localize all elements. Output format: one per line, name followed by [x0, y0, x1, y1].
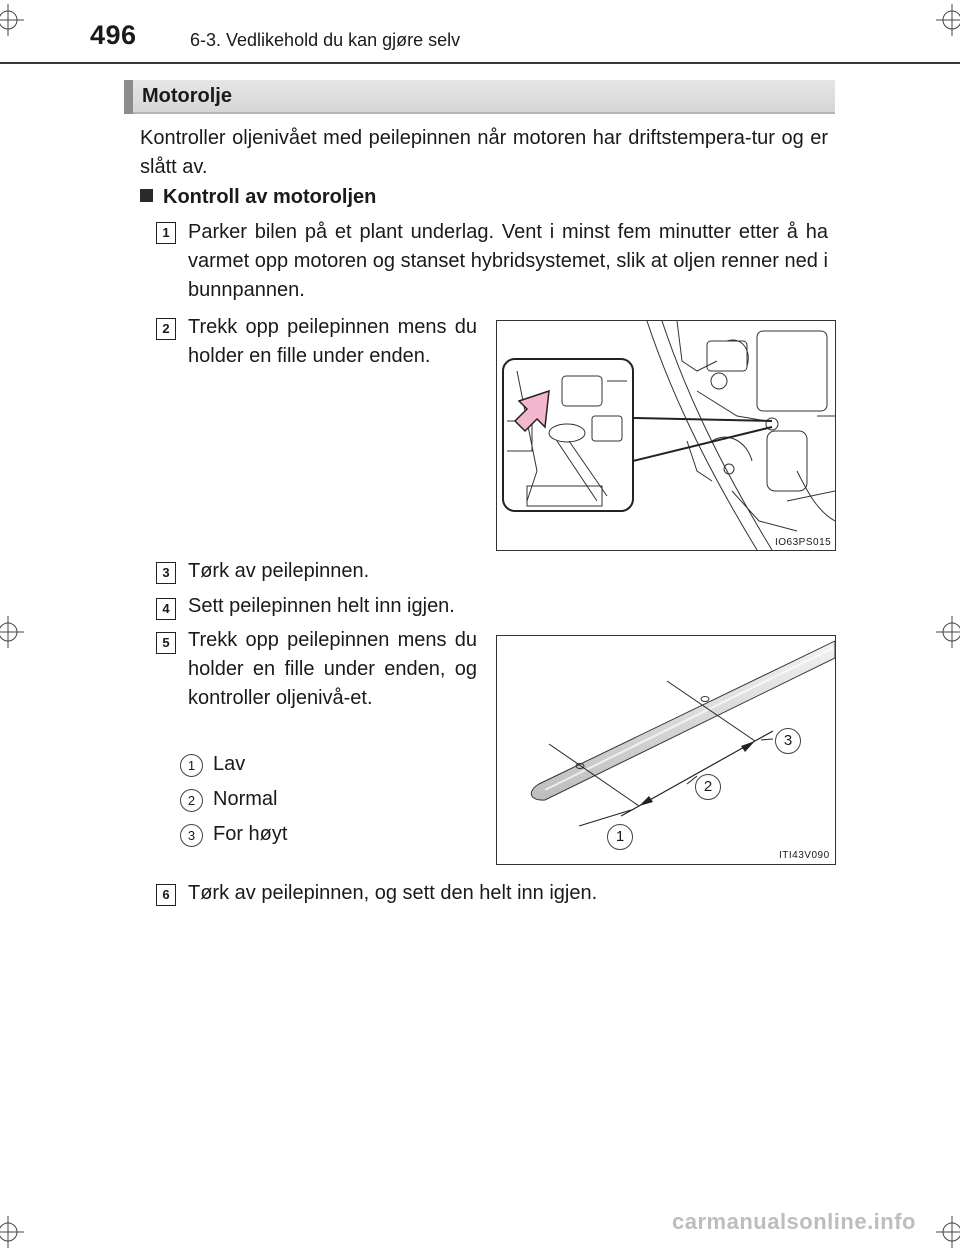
dipstick-levels-figure — [496, 635, 836, 865]
registration-mark-icon — [936, 4, 960, 36]
step-number-box: 6 — [156, 884, 176, 906]
title-accent-bar — [124, 80, 133, 114]
level-number-circle: 1 — [180, 754, 203, 777]
step-number-box: 5 — [156, 632, 176, 654]
engine-bay-illustration — [497, 321, 835, 550]
subheading-text: Kontroll av motoroljen — [163, 186, 377, 208]
level-number-circle: 2 — [180, 789, 203, 812]
step-text: Tørk av peilepinnen, og sett den helt inn igjen. — [188, 882, 598, 904]
registration-mark-icon — [0, 616, 24, 648]
intro-paragraph: Kontroller oljenivået med peilepinnen når motoren har driftstempera-tur og er slått av. — [140, 127, 828, 178]
step-text: Sett peilepinnen helt inn igjen. — [188, 595, 455, 617]
page-number: 496 — [90, 20, 137, 50]
step-number-box: 3 — [156, 562, 176, 584]
figure-code: IO63PS015 — [775, 537, 832, 548]
step-text: Tørk av peilepinnen. — [188, 560, 370, 582]
header-rule — [0, 62, 960, 64]
step-number-box: 1 — [156, 222, 176, 244]
step-text: Parker bilen på et plant underlag. Vent i minst fem minutter etter å ha varmet opp motoren og stanset hybridsystemet, slik at oljen renner ned i bunnpannen. — [188, 221, 828, 301]
registration-mark-icon — [0, 4, 24, 36]
registration-mark-icon — [0, 1216, 24, 1248]
figure-code: ITI43V090 — [779, 850, 830, 861]
level-number-circle: 3 — [180, 824, 203, 847]
section-title: Motorolje — [142, 85, 232, 107]
step-text: Trekk opp peilepinnen mens du holder en fille under enden. — [188, 316, 477, 367]
step-number-box: 4 — [156, 598, 176, 620]
step-number-box: 2 — [156, 318, 176, 340]
subheading — [140, 186, 376, 209]
square-bullet-icon — [140, 189, 153, 202]
level-label: Normal — [213, 788, 278, 810]
callout-2: 2 — [695, 774, 721, 800]
registration-mark-icon — [936, 616, 960, 648]
level-label: Lav — [213, 753, 246, 775]
callout-3: 3 — [775, 728, 801, 754]
callout-1: 1 — [607, 824, 633, 850]
watermark: carmanualsonline.info — [672, 1209, 916, 1234]
section-reference: 6-3. Vedlikehold du kan gjøre selv — [190, 30, 461, 50]
section-title-band — [124, 80, 835, 114]
step-text: Trekk opp peilepinnen mens du holder en fille under enden, og kontroller oljenivå-et. — [188, 629, 477, 709]
level-label: For høyt — [213, 823, 288, 845]
registration-mark-icon — [936, 1216, 960, 1248]
dipstick-location-figure — [496, 320, 836, 551]
